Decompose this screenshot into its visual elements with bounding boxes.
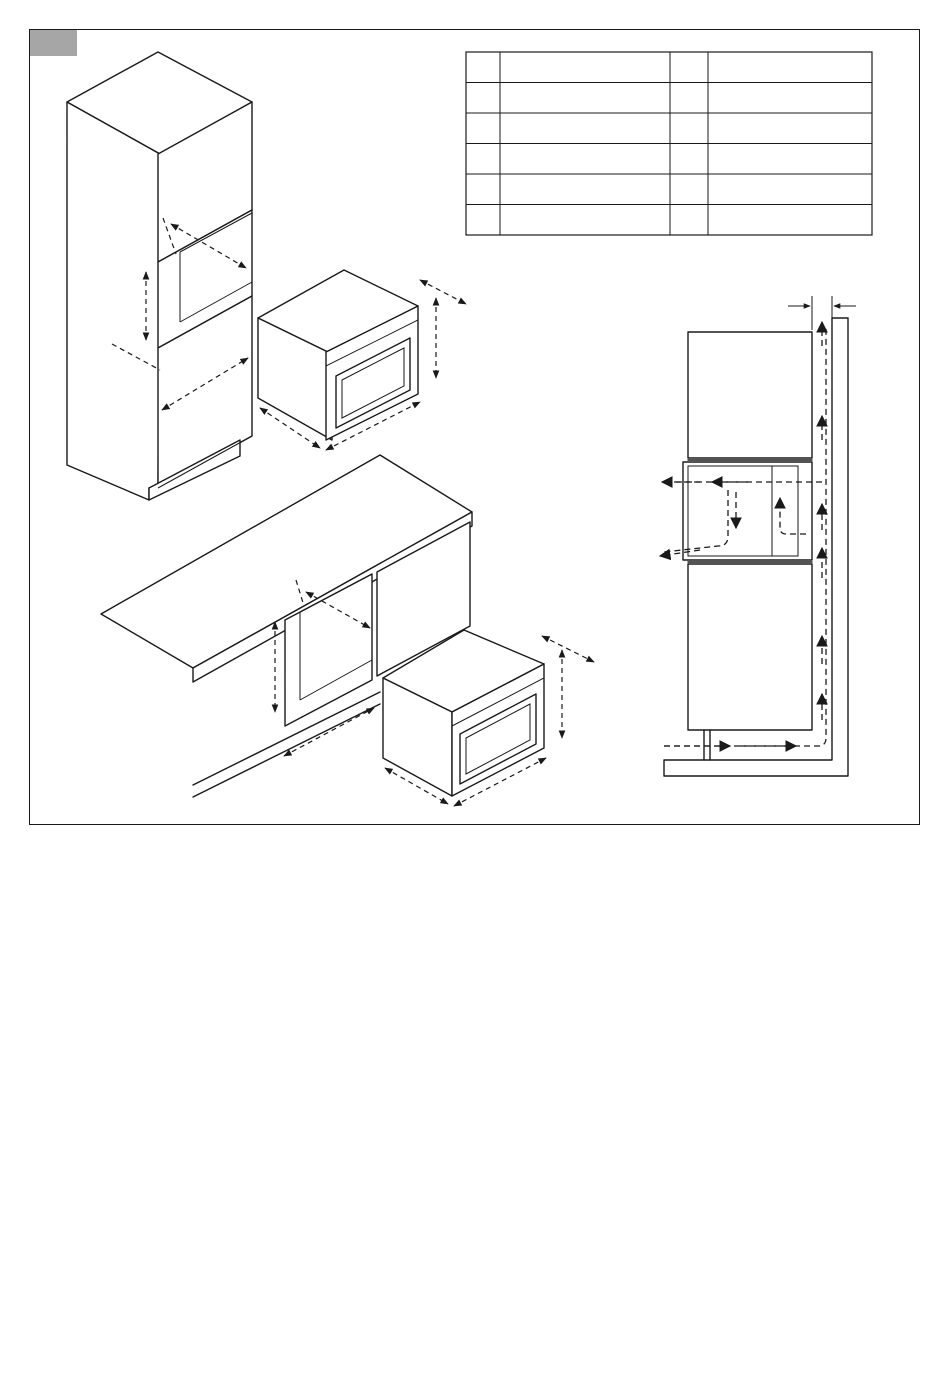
oven-unit-1 bbox=[258, 270, 466, 450]
oven-2-front-dim bbox=[542, 636, 594, 662]
oven-1-front-dim bbox=[420, 280, 466, 304]
tall-cabinet-view bbox=[67, 52, 252, 500]
dimension-table bbox=[466, 52, 872, 235]
ventilation-section-view bbox=[660, 296, 856, 776]
section-niche bbox=[683, 462, 812, 560]
section-lower-cabinet bbox=[688, 564, 812, 730]
figure-number-badge bbox=[30, 30, 77, 56]
section-upper-cabinet bbox=[688, 332, 812, 458]
